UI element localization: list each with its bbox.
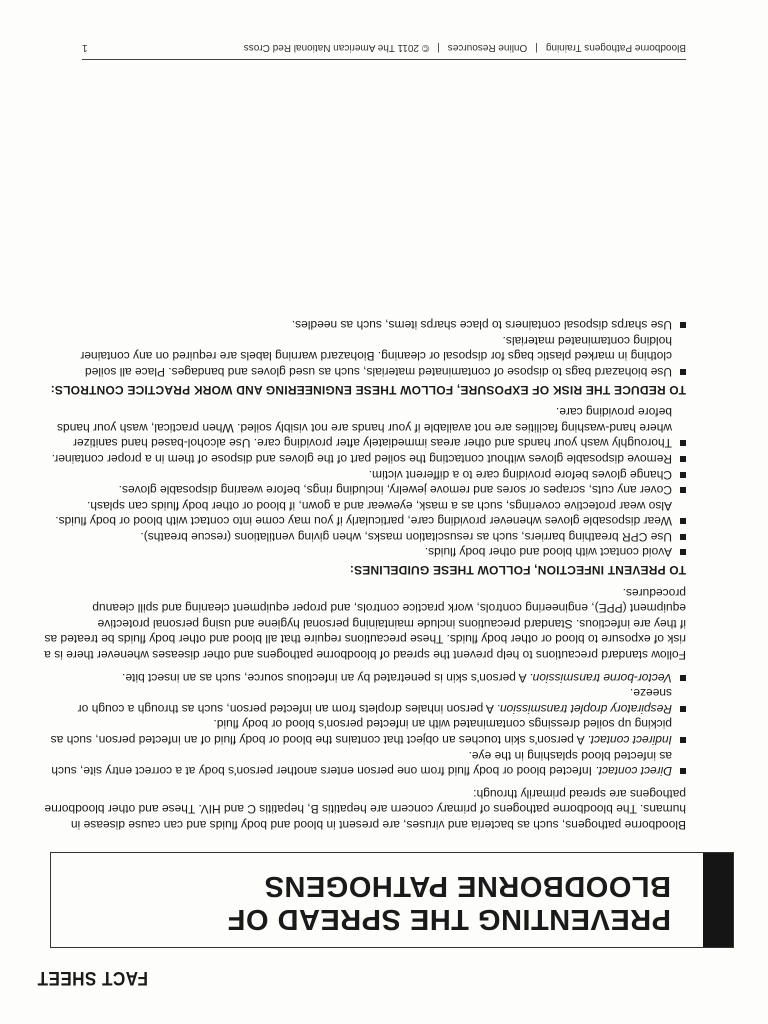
intro-paragraph: Bloodborne pathogens, such as bacteria and viruses, are present in blood and body fluids and can cause disease in humans. The bloodborne pathogens of primary concern are hepatitis B, hepatitis C and HIV. These and other bloodborne pathogens are spread primarily through:	[44, 786, 686, 832]
document-title	[227, 869, 671, 935]
list-item: Remove disposable gloves without contacting the soiled part of the gloves and dispose of them in a proper container.	[42, 450, 686, 466]
item-text: A person inhales droplets from an infected person, such as through a cough or sneeze.	[77, 686, 672, 716]
title-accent-bar	[703, 853, 733, 947]
title-line-1: PREVENTING THE SPREAD OF	[227, 903, 671, 935]
section-heading-reduce: TO REDUCE THE RISK OF EXPOSURE, FOLLOW THESE ENGINEERING AND WORK PRACTICE CONTROLS:	[50, 382, 686, 397]
term: Direct contact.	[595, 764, 672, 779]
fact-sheet-label: FACT SHEET	[37, 967, 148, 988]
controls-list	[42, 317, 686, 379]
guidelines-list	[42, 404, 686, 560]
list-item: Thoroughly wash your hands and other areas immediately after providing care. Use alcohol-based hand sanitizer where hand-washing facilities are not available if your hands are not visibly soiled. When practical, wash your hands before providing care.	[42, 404, 686, 451]
list-item	[42, 669, 686, 685]
list-item	[42, 747, 686, 778]
footer-section: Online Resources	[447, 42, 528, 53]
title-line-2: BLOODBORNE PATHOGENS	[264, 870, 671, 902]
item-text: A person's skin is penetrated by an infectious source, such as an insect bite.	[122, 670, 530, 685]
list-item	[42, 685, 686, 716]
body-content	[42, 310, 686, 832]
term: Indirect contact.	[587, 733, 672, 748]
list-item: Use CPR breathing barriers, such as resuscitation masks, when giving ventilations (rescue breaths).	[42, 528, 686, 544]
list-item: Change gloves before providing care to a different victim.	[42, 466, 686, 482]
footer-course: Bloodborne Pathogens Training	[545, 42, 686, 53]
list-item	[42, 716, 686, 747]
list-item: Avoid contact with blood and other body fluids.	[42, 544, 686, 560]
list-item: Use sharps disposal containers to place sharps items, such as needles.	[42, 317, 686, 333]
title-box	[50, 852, 734, 948]
term: Vector-borne transmission.	[529, 670, 672, 685]
transmission-list	[42, 669, 686, 778]
list-item: Cover any cuts, scrapes or sores and remove jewelry, including rings, before wearing disposable gloves.	[42, 482, 686, 498]
item-text: Infected blood or body fluid from one person enters another person's body at a correct entry site, such as infected blood splashing in the eye.	[51, 748, 672, 779]
footer-credits: Bloodborne Pathogens Training|Online Resources|© 2011 The American National Red Cross	[243, 42, 686, 53]
page-footer	[82, 40, 686, 54]
section-heading-prevent: TO PREVENT INFECTION, FOLLOW THESE GUIDELINES:	[349, 563, 686, 578]
footer-rule	[82, 59, 686, 60]
page-number: 1	[82, 42, 88, 53]
term: Respiratory droplet transmission.	[496, 701, 672, 716]
list-item: Use biohazard bags to dispose of contaminated materials, such as used gloves and bandages. Place all soiled clothing in marked plastic bags for disposal or cleaning. Biohazard warning labels are required on any container holding contaminated materials.	[42, 332, 686, 379]
list-item: Wear disposable gloves whenever providing care, particularly if you may come into contact with blood or body fluids. Also wear protective coverings, such as a mask, eyewear and a gown, if blood or other body fluids can splash.	[42, 497, 686, 528]
footer-copyright: © 2011 The American National Red Cross	[243, 42, 430, 53]
item-text: A person's skin touches an object that contains the blood or body fluid of an infected person, such as picking up soiled dressings contaminated with an infected person's blood or body fluid.	[50, 717, 672, 748]
standard-precautions-paragraph: Follow standard precautions to help prevent the spread of bloodborne pathogens and other diseases whenever there is a risk of exposure to blood or other body fluids. These precautions require that all blood and other body fluids be treated as if they are infectious. Standard precautions include maintaining personal hygiene and using personal protective equipment (PPE), engineering controls, work practice controls, and proper equipment cleaning and spill cleanup procedures.	[44, 585, 686, 663]
